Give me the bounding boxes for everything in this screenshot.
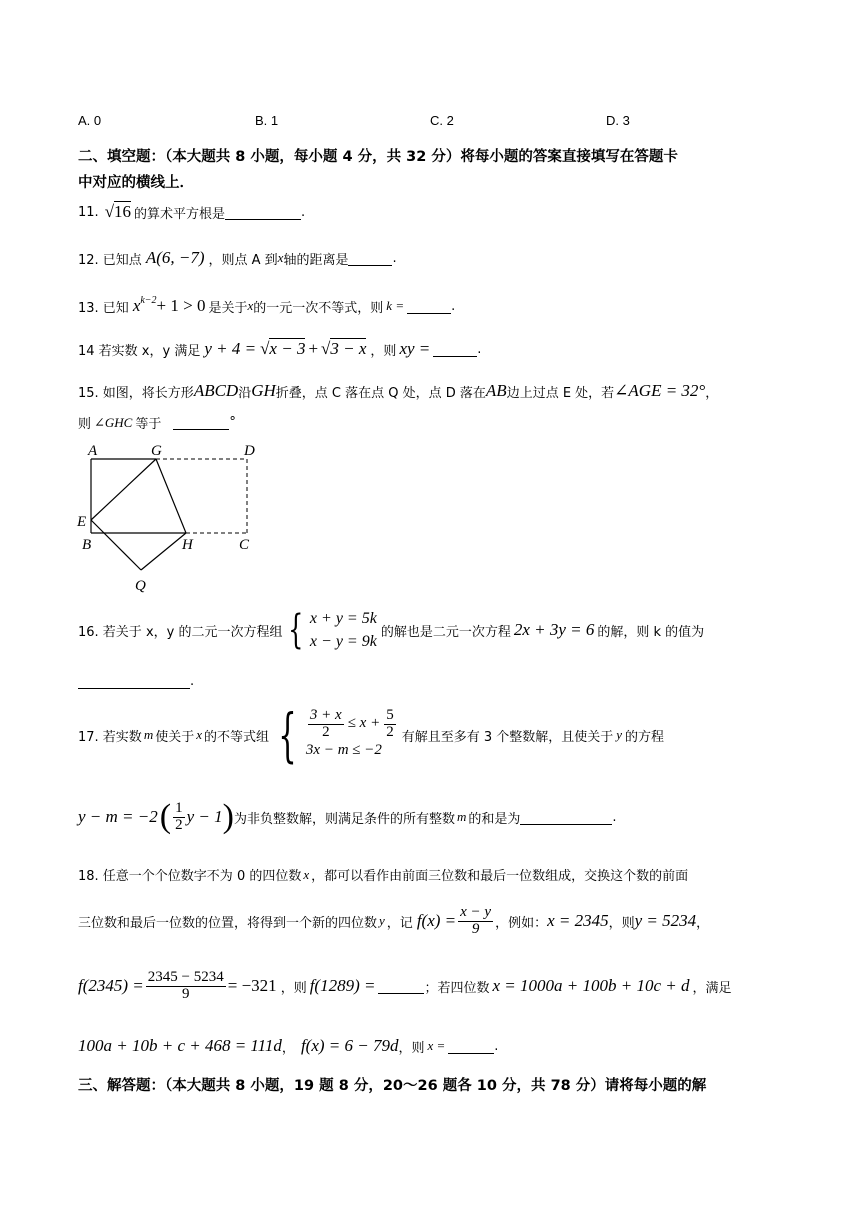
q18-expr: x = 1000a + 100b + 10c + d [492,976,690,996]
q18-fx: f(x) = [416,911,457,931]
q15-text-a: 15. 如图，将长方形 [78,385,194,401]
q17-paren-close: ) [222,798,234,835]
q16-brace: { [288,607,304,654]
q13-text2: 的一元一次不等式，则 [253,300,384,316]
section3-heading: 三、解答题：（本大题共 8 小题，19 题 8 分，20～26 题各 10 分，共 78 分）请将每小题的解 [78,1078,707,1094]
section2-heading-line2: 中对应的横线上． [78,175,194,191]
q17-half-num: 1 [175,799,183,816]
q18-text-j: ，满足 [692,980,732,996]
q14-sqrt1: √x − 3 [260,339,306,358]
q18-answer-blank-1[interactable] [378,979,424,994]
q17-text3: 有解且至多有 3 个整数解，且使关于 [401,729,614,745]
q18-text-a: 18. 任意一个个位数字不为 0 的四位数 [78,869,302,884]
q17-half-den: 2 [175,816,183,833]
q18-y: y [379,913,385,929]
q13-base: x [132,296,141,315]
q14-plus: + [308,339,319,358]
q17-eq-b: y − 1 [186,807,223,826]
question-15-line2 [78,413,236,432]
q17-le: ≤ x + [347,715,381,732]
q14-prefix: 14 若实数 x，y 满足 [78,343,201,359]
q17-text1: 使关于 [155,729,195,745]
q17-half [173,801,185,834]
q14-end: . [477,341,482,357]
q18-f2345: f(2345) = [78,976,144,996]
q18-frac-num: x − y [460,904,492,920]
q16-text2: 的解，则 k 的值为 [597,624,705,640]
section2-heading-line1: 二、填空题：（本大题共 8 小题，每小题 4 分，共 32 分）将每小题的答案直接填写在答题卡 [78,149,678,165]
q17-answer-blank[interactable] [520,810,612,825]
q17-eq-a: y − m = −2 [78,807,158,826]
q11-radicand: 16 [114,202,132,221]
folding-figure [74,440,274,600]
q17-text4: 的方程 [625,729,665,745]
q13-exponent: k−2 [140,294,157,306]
q15-degree: ° [229,415,236,430]
segment-GH [156,459,186,533]
q14-eq-left: y + 4 = [204,339,257,358]
question-18-line4 [78,1036,498,1056]
q16-system [310,607,377,653]
q12-end: . [392,250,397,266]
q18-frac2 [146,970,226,1003]
q18-result: = −321 [227,976,277,996]
q17-frac1-num: 3 + x [309,706,342,723]
label-G: G [151,443,162,459]
question-14 [78,339,481,359]
q14-text: ，则 [370,343,397,359]
label-C: C [239,537,250,553]
segment-QH [141,533,186,570]
label-B: B [82,537,92,553]
q18-ex1: x = 2345 [547,911,609,931]
q17-frac2 [384,708,396,741]
question-11 [78,202,305,222]
question-18-line2 [78,905,709,938]
q16-eq3: 2x + 3y = 6 [513,620,595,640]
option-b: B. 1 [255,113,279,128]
option-c: C. 2 [430,113,454,128]
segment-EQ [91,520,141,570]
label-H: H [182,537,193,553]
q15-gh: GH [251,381,276,400]
q16-eq2: x − y = 9k [309,633,377,651]
question-12 [78,248,397,268]
question-13 [78,296,455,316]
q15-abcd: ABCD [193,381,239,400]
question-18-line1 [78,865,688,884]
q12-var: x [277,250,284,265]
q14-sqrt2: √3 − x [321,339,367,358]
q18-ex2: y = 5234 [634,911,697,931]
q11-end: . [301,204,306,220]
q18-text-c: 三位数和最后一位数的位置，将得到一个新的四位数 [78,915,378,931]
q17-m2: m [456,809,467,824]
q18-frac-den: 9 [471,920,480,937]
q12-point: A(6, −7) [145,248,205,267]
q13-text: 是关于 [208,300,248,316]
option-d: D. 3 [606,113,630,128]
q15-text-d: 边上过点 E 处，若 [506,385,615,401]
q15-text-e: ， [705,385,719,401]
q15-angle: ∠AGE = 32° [614,381,706,400]
q17-frac2-den: 2 [386,723,394,740]
q15-ab: AB [485,381,507,400]
q16-prefix: 16. 若关于 x，y 的二元一次方程组 [78,624,283,640]
q18-text-i: ；若四位数 [424,980,490,996]
q11-answer-blank[interactable] [225,205,301,220]
q18-frac2-num: 2345 − 5234 [147,969,224,985]
q11-sqrt: √16 [104,202,132,221]
question-17-line2 [78,800,617,834]
q14-radicand2: 3 − x [330,339,367,358]
q18-text-g: ， [696,915,710,931]
question-17-line1 [78,701,665,769]
q17-frac1-den: 2 [322,723,330,740]
segment-GE [91,459,156,520]
q11-number: 11. [78,204,99,220]
q12-answer-blank[interactable] [348,251,392,266]
q18-cond2: f(x) = 6 − 79d [300,1036,399,1055]
label-D: D [244,443,255,459]
label-A: A [88,443,98,459]
q13-answer-blank[interactable] [407,299,451,314]
q18-xeq: x = [427,1038,446,1053]
q11-text: 的算术平方根是 [134,206,226,222]
q16-text: 的解也是二元一次方程 [380,624,511,640]
q18-text-d: ，记 [386,915,413,931]
q17-x: x [196,727,202,742]
q18-frac [458,905,493,938]
question-16 [78,607,704,653]
q17-frac2-num: 5 [386,706,394,723]
q17-end: . [612,809,617,825]
q17-text5: 为非负整数解，则满足条件的所有整数 [233,811,455,827]
q14-xy: xy = [399,339,431,358]
q15-answer-blank[interactable] [173,415,229,430]
q14-answer-blank[interactable] [433,342,477,357]
q15-text-f: 则 [78,417,92,432]
q13-var: x [247,298,254,313]
q17-text6: 的和是为 [468,811,521,827]
question-15-line1 [78,381,718,401]
q17-prefix: 17. 若实数 [78,729,142,745]
q17-frac1 [308,708,344,741]
q18-frac2-den: 9 [182,985,190,1002]
option-a: A. 0 [78,113,102,128]
label-E: E [77,514,87,530]
q15-text-c: 折叠，点 C 落在点 Q 处，点 D 落在 [275,385,486,401]
q17-ineq1 [306,708,398,741]
q18-text-b: ，都可以看作由前面三位数和最后一位数组成，交换这个数的前面 [311,869,689,884]
q18-text-k: ，则 [398,1040,425,1056]
q18-comma: ， [281,1040,295,1056]
q18-answer-blank-2[interactable] [448,1039,494,1054]
q17-paren-open: ( [159,798,172,835]
q17-m: m [143,727,154,742]
q17-ineq2: 3x − m ≤ −2 [305,742,382,759]
q17-brace: { [278,701,297,769]
question-18-line3 [78,970,732,1003]
q18-f1289: f(1289) = [309,976,376,996]
q17-y: y [616,727,623,742]
q15-ghc: ∠GHC [94,414,133,430]
q12-text: ，则点 A 到 [208,252,278,268]
q12-prefix: 12. 已知点 [78,252,142,268]
q15-text-g: 等于 [135,417,162,432]
q18-text-e: ，例如： [495,915,548,931]
q13-k: k = [386,298,405,313]
q16-eq1: x + y = 5k [309,610,377,627]
q13-end: . [451,298,456,314]
question-16-answer [78,674,194,689]
label-Q: Q [135,578,146,594]
q14-radicand1: x − 3 [269,339,306,358]
q18-text-h: ，则 [280,980,307,996]
q15-text-b: 沿 [238,385,252,401]
q13-inequality: + 1 > 0 [156,296,206,315]
q18-cond: 100a + 10b + c + 468 = 111d [78,1036,282,1055]
q16-end: . [190,674,195,689]
q12-text2: 轴的距离是 [283,252,349,268]
q18-x: x [303,866,310,882]
q18-text-f: ，则 [608,915,635,931]
q16-answer-blank[interactable] [78,674,190,689]
q18-end: . [494,1038,499,1054]
q17-system [306,708,398,762]
q13-prefix: 13. 已知 [78,300,129,316]
q17-text2: 的不等式组 [204,729,270,745]
